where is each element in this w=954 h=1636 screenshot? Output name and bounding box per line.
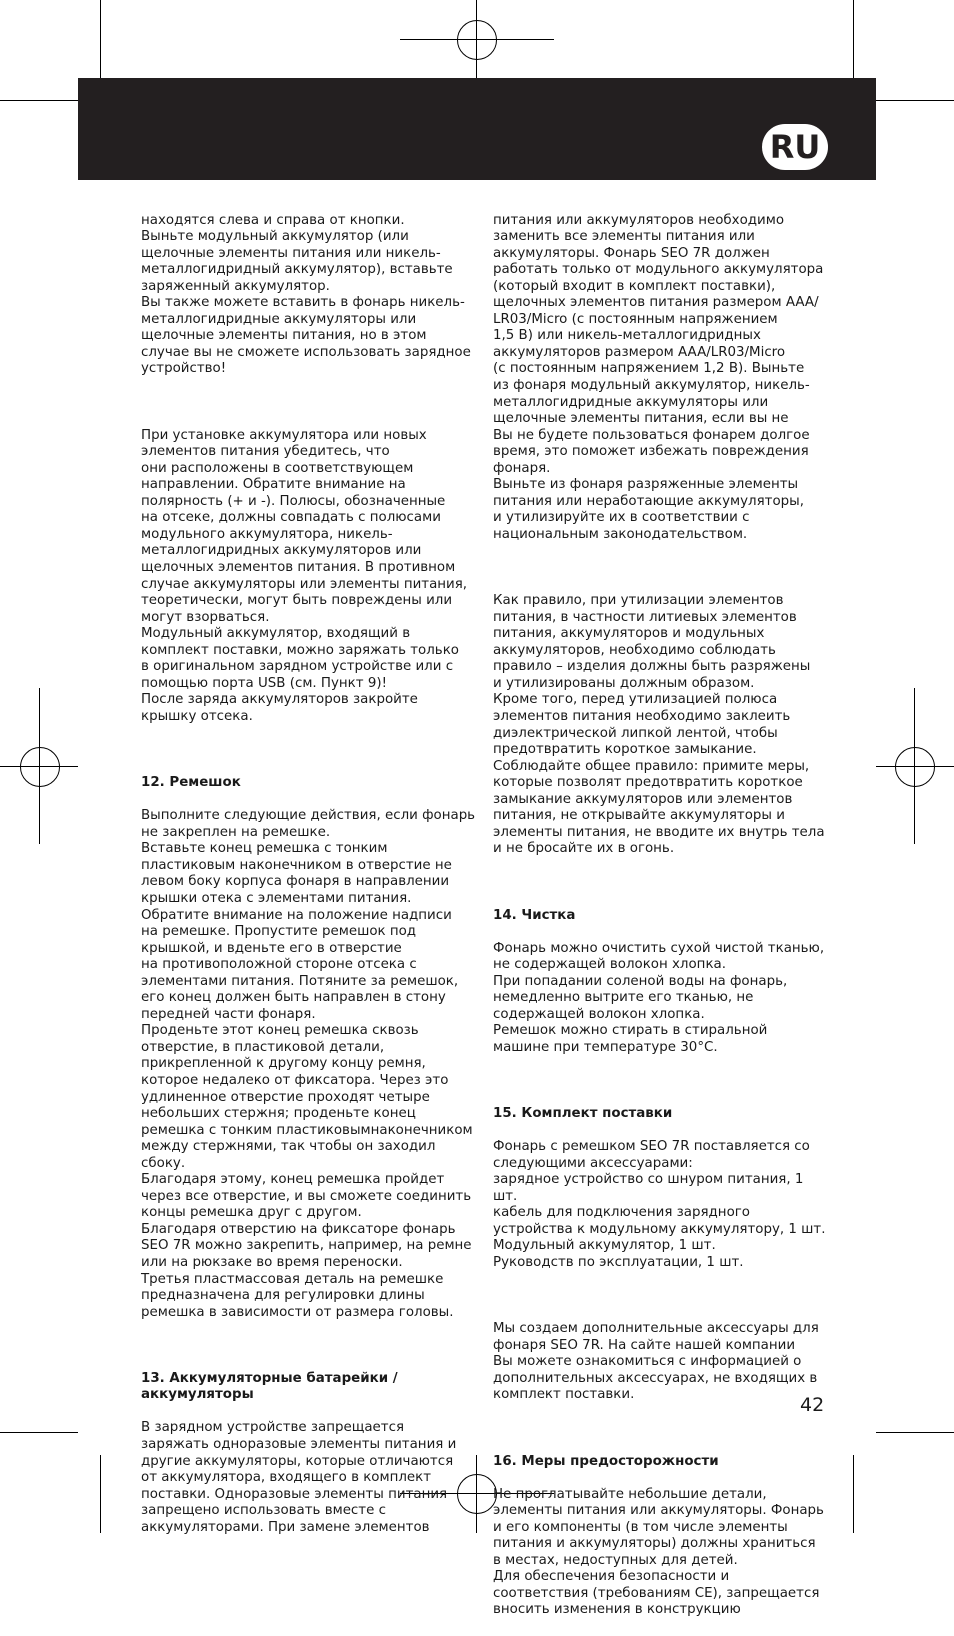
section-heading: 15. Комплект поставки <box>493 1106 673 1122</box>
paragraph: питания или аккумуляторов необходимо заменить все элементы питания или аккумуляторы. Фонарь SEO 7R должен работать только от модульного аккумулятора (который входит в комплект поставки), щелочных элементов питания размером AAA/ LR03/Micro (с постоянным напряжением 1,5 В) или никель-металлогидридных аккумуляторов размером AAA/LR03/Micro (с постоянным напряжением 1,2 В). Выньте из фонаря модульный аккумулятор, никель- металлогидридные аккумуляторы или щелочные элементы питания, если вы не Вы не будете пользоваться фонарем долгое время, это поможет избежать повреждения фонаря. Выньте из фонаря разряженные элементы питания или неработающие аккумуляторы, и утилизируйте их в соответствии с национальным законодательством. <box>493 212 824 542</box>
paragraph: Не проглатывайте небольшие детали, элементы питания или аккумуляторы. Фонарь и его компоненты (в том числе элементы питания и аккумуляторы) должны храниться в местах, недоступных для детей. Для обеспечения безопасности и соответствия (требованиям CE), запрещается вносить изменения в конструкцию <box>493 1486 824 1618</box>
paragraph: Фонарь можно очистить сухой чистой тканью, не содержащей волокон хлопка. При попадании соленой воды на фонарь, немедленно вытрите его тканью, не содержащей волокон хлопка. Ремешок можно стирать в стиральной машине при температуре 30°C. <box>493 940 825 1055</box>
paragraph: Фонарь с ремешком SEO 7R поставляется со следующими аксессуарами: зарядное устройство со шнуром питания, 1 шт. кабель для подключения зарядного устройства к модульному аккумулятору, 1 шт. Модульный аккумулятор, 1 шт. Руководств по эксплуатации, 1 шт. <box>493 1139 826 1270</box>
paragraph: находятся слева и справа от кнопки. Выньте модульный аккумулятор (или щелочные элементы питания или никель- металлогидридный аккумулятор), вставьте заряженный аккумулятор. Вы также можете вставить в фонарь никель- металлогидридные аккумуляторы или щелочные элементы питания, но в этом случае вы не сможете использовать зарядное устройство! <box>141 212 471 377</box>
paragraph: Выполните следующие действия, если фонарь не закреплен на ремешке. Вставьте конец ремешка с тонким пластиковым наконечником в отверстие не левом боку корпуса фонаря в направлении крышки отека с элементами питания. Обратите внимание на положение надписи на ремешке. Пропустите ремешок под крышкой, и вденьте его в отверстие на противоположной стороне отсека с элементами питания. Потяните за ремешок, его конец должен быть направлен в стону передней части фонаря. Проденьте этот конец ремешка сквозь отверстие, в пластиковой детали, прикрепленной к другому концу ремня, которое недалеко от фиксатора. Через это удлиненное отверстие проходят четыре небольших стержня; проденьте конец ремешка с тонким пластиковымнаконечником между стержнями, так чтобы он заходил сбоку. Благодаря этому, конец ремешка пройдет через все отверстие, и вы сможете соединить концы ремешка друг с другом. Благодаря отверстию на фиксаторе фонарь SEO 7R можно закрепить, например, на ремне или на рюкзаке во время переноски. Третья пластмассовая деталь на ремешке предназначена для регулировки длины ремешка в зависимости от размера головы. <box>141 808 476 1320</box>
right-column <box>493 196 831 1636</box>
page-number: 42 <box>800 1394 825 1416</box>
left-column <box>141 196 479 1553</box>
section-heading: 16. Меры предосторожности <box>493 1453 719 1469</box>
paragraph: Как правило, при утилизации элементов питания, в частности литиевых элементов питания, аккумуляторов и модульных аккумуляторов, необходимо соблюдать правило – изделия должны быть разряжены и утилизированы должным образом. Кроме того, перед утилизацией полюса элементов питания необходимо заклеить диэлектрической липкой лентой, чтобы предотвратить короткое замыкание. Соблюдайте общее правило: примите меры, которые позволят предотвратить короткое замыкание аккумуляторов или элементов питания, не открывайте аккумуляторы и элементы питания, не вводите их внутрь тела и не бросайте их в огонь. <box>493 593 825 857</box>
paragraph: При установке аккумулятора или новых элементов питания убедитесь, что они расположены в соответствующем направлении. Обратите внимание на полярность (+ и -). Полюсы, обозначенные на отсеке, должны совпадать с полюсами модульного аккумулятора, никель- металлогидридных аккумуляторов или щелочных элементов питания. В противном случае аккумуляторы или элементы питания, теоретически, могут быть повреждены или могут взорваться. Модульный аккумулятор, входящий в комплект поставки, можно заряжать только в оригинальном зарядном устройстве или с помощью порта USB (см. Пункт 9)! После заряда аккумуляторов закройте крышку отсека. <box>141 427 468 724</box>
paragraph: В зарядном устройстве запрещается заряжать одноразовые элементы питания и другие аккумуляторы, которые отличаются от аккумулятора, входящего в комплект поставки. Одноразовые элементы питания запрещено использовать вместе с аккумуляторами. При замене элементов <box>141 1420 457 1535</box>
section-heading: 14. Чистка <box>493 907 576 923</box>
header-bar <box>78 78 876 180</box>
paragraph: Мы создаем дополнительные аксессуары для фонаря SEO 7R. На сайте нашей компании Вы можете ознакомиться с информацией о дополнительных аксессуарах, не входящих в комплект поставки. <box>493 1321 819 1403</box>
language-badge: RU <box>762 124 828 170</box>
section-heading: 12. Ремешок <box>141 775 241 791</box>
section-heading: 13. Аккумуляторные батарейки / аккумуляторы <box>141 1370 398 1403</box>
